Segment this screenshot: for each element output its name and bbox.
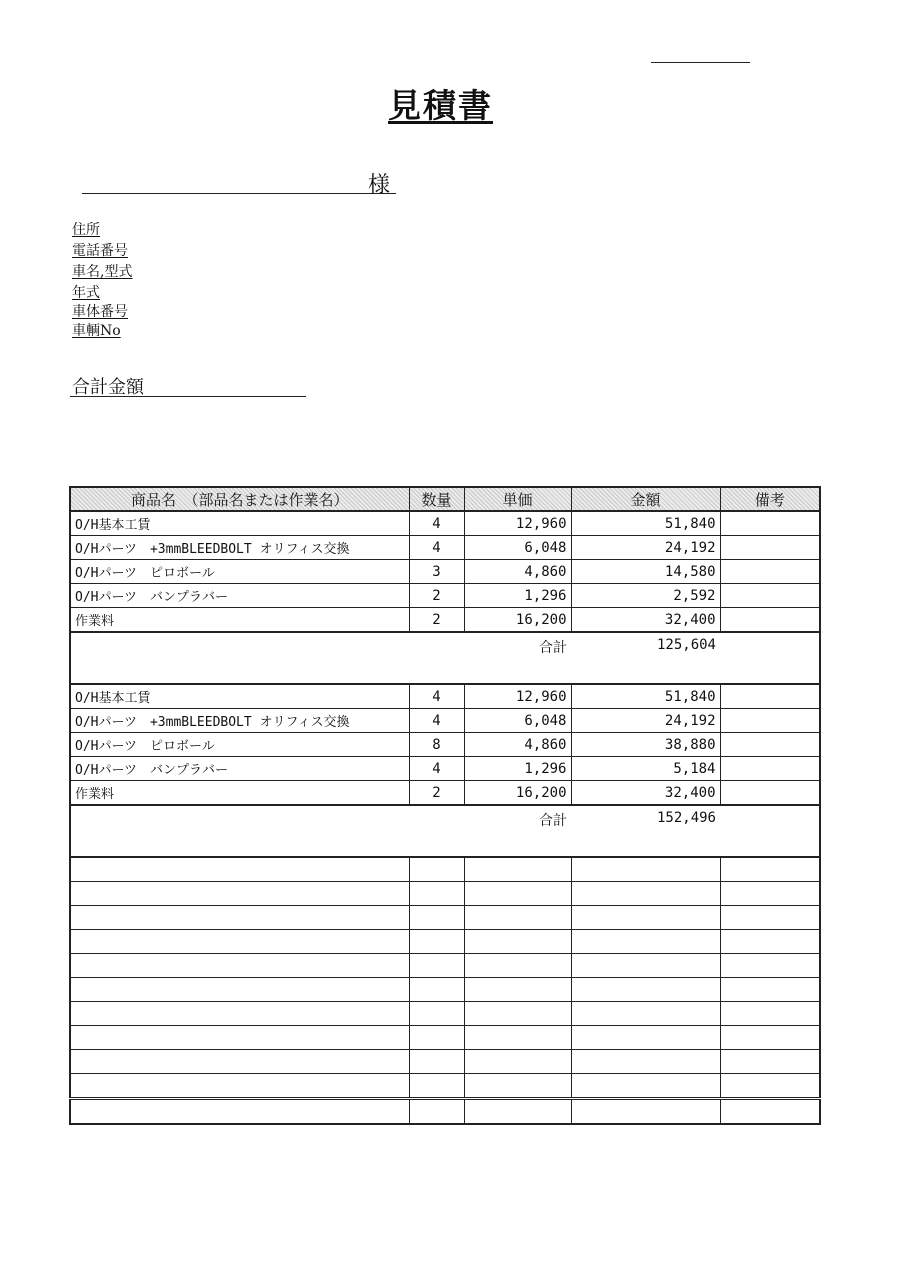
header-item-name: 商品名 （部品名または作業名） [70, 487, 409, 511]
quantity-cell: 4 [409, 709, 464, 733]
note-cell [720, 608, 820, 633]
subtotal-amount: 125,604 [571, 632, 720, 684]
amount-cell: 2,592 [571, 584, 720, 608]
blank-cell[interactable] [70, 1074, 409, 1099]
table-row [70, 709, 820, 733]
subtotal-spacer [409, 632, 464, 684]
unit-price-cell: 6,048 [464, 536, 571, 560]
blank-cell[interactable] [464, 906, 571, 930]
blank-cell[interactable] [409, 978, 464, 1002]
blank-cell[interactable] [409, 882, 464, 906]
phone-label: 電話番号 [72, 243, 128, 259]
blank-cell[interactable] [720, 1050, 820, 1074]
blank-cell[interactable] [409, 930, 464, 954]
blank-row [70, 930, 820, 954]
customer-suffix: 様 [368, 173, 391, 198]
address-label: 住所 [72, 222, 100, 238]
blank-cell[interactable] [409, 906, 464, 930]
blank-cell[interactable] [464, 1099, 571, 1125]
blank-cell[interactable] [720, 906, 820, 930]
table-header-row [70, 487, 820, 511]
quantity-cell: 2 [409, 584, 464, 608]
subtotal-spacer [720, 632, 820, 684]
blank-cell[interactable] [409, 1050, 464, 1074]
subtotal-row [70, 632, 820, 684]
blank-cell[interactable] [409, 1026, 464, 1050]
table-row [70, 684, 820, 709]
table-row [70, 608, 820, 633]
blank-cell[interactable] [571, 1026, 720, 1050]
blank-cell[interactable] [571, 978, 720, 1002]
subtotal-spacer [70, 805, 409, 857]
table-row [70, 757, 820, 781]
blank-cell[interactable] [464, 882, 571, 906]
blank-cell[interactable] [70, 882, 409, 906]
unit-price-cell: 12,960 [464, 511, 571, 536]
note-cell [720, 511, 820, 536]
subtotal-spacer [70, 632, 409, 684]
item-name-cell: O/Hパーツ ピロボール [70, 733, 409, 757]
quantity-cell: 4 [409, 536, 464, 560]
blank-cell[interactable] [720, 1074, 820, 1099]
blank-cell[interactable] [571, 857, 720, 882]
table-row [70, 560, 820, 584]
amount-cell: 5,184 [571, 757, 720, 781]
blank-row [70, 1099, 820, 1125]
quantity-cell: 2 [409, 608, 464, 633]
subtotal-label: 合計 [464, 632, 571, 684]
blank-cell[interactable] [464, 1050, 571, 1074]
amount-cell: 32,400 [571, 781, 720, 806]
table-row [70, 536, 820, 560]
blank-row [70, 1002, 820, 1026]
item-name-cell: O/Hパーツ バンプラバー [70, 584, 409, 608]
blank-cell[interactable] [720, 978, 820, 1002]
note-cell [720, 709, 820, 733]
header-amount: 金額 [571, 487, 720, 511]
table-row [70, 733, 820, 757]
customer-name-field[interactable] [82, 169, 396, 194]
unit-price-cell: 16,200 [464, 781, 571, 806]
item-name-cell: O/Hパーツ +3mmBLEEDBOLT オリフィス交換 [70, 709, 409, 733]
quantity-cell: 4 [409, 757, 464, 781]
item-name-cell: 作業料 [70, 781, 409, 806]
subtotal-amount: 152,496 [571, 805, 720, 857]
blank-cell[interactable] [70, 978, 409, 1002]
note-cell [720, 733, 820, 757]
unit-price-cell: 1,296 [464, 584, 571, 608]
blank-cell[interactable] [571, 930, 720, 954]
blank-cell[interactable] [571, 906, 720, 930]
unit-price-cell: 16,200 [464, 608, 571, 633]
blank-cell[interactable] [571, 1099, 720, 1125]
item-name-cell: O/Hパーツ +3mmBLEEDBOLT オリフィス交換 [70, 536, 409, 560]
blank-cell[interactable] [70, 954, 409, 978]
date-line[interactable] [651, 62, 750, 63]
blank-cell[interactable] [571, 954, 720, 978]
blank-cell[interactable] [720, 1099, 820, 1125]
header-quantity: 数量 [409, 487, 464, 511]
item-name-cell: O/Hパーツ ピロボール [70, 560, 409, 584]
quantity-cell: 4 [409, 684, 464, 709]
blank-cell[interactable] [409, 857, 464, 882]
blank-cell[interactable] [464, 857, 571, 882]
blank-cell[interactable] [464, 954, 571, 978]
blank-cell[interactable] [409, 954, 464, 978]
car-model-label: 車名,型式 [72, 264, 133, 280]
quantity-cell: 4 [409, 511, 464, 536]
vehicle-number-label: 車輌No [72, 323, 121, 339]
blank-row [70, 882, 820, 906]
blank-cell[interactable] [409, 1099, 464, 1125]
chassis-number-label: 車体番号 [72, 304, 128, 320]
blank-row [70, 906, 820, 930]
estimate-table [69, 486, 821, 1125]
blank-cell[interactable] [571, 1074, 720, 1099]
blank-row [70, 857, 820, 882]
note-cell [720, 584, 820, 608]
blank-cell[interactable] [720, 930, 820, 954]
total-amount-label: 合計金額 [72, 377, 144, 398]
estimate-table-body [70, 511, 820, 1124]
blank-cell[interactable] [571, 882, 720, 906]
table-row [70, 584, 820, 608]
unit-price-cell: 12,960 [464, 684, 571, 709]
unit-price-cell: 1,296 [464, 757, 571, 781]
blank-cell[interactable] [70, 1002, 409, 1026]
model-year-label: 年式 [72, 285, 100, 301]
amount-cell: 51,840 [571, 684, 720, 709]
blank-cell[interactable] [720, 857, 820, 882]
blank-cell[interactable] [720, 954, 820, 978]
amount-cell: 38,880 [571, 733, 720, 757]
header-notes: 備考 [720, 487, 820, 511]
unit-price-cell: 4,860 [464, 560, 571, 584]
amount-cell: 24,192 [571, 709, 720, 733]
note-cell [720, 757, 820, 781]
subtotal-spacer [720, 805, 820, 857]
amount-cell: 24,192 [571, 536, 720, 560]
table-row [70, 511, 820, 536]
quantity-cell: 3 [409, 560, 464, 584]
blank-cell[interactable] [464, 1002, 571, 1026]
blank-cell[interactable] [409, 1074, 464, 1099]
total-amount-field[interactable] [70, 396, 306, 397]
blank-cell[interactable] [464, 1026, 571, 1050]
blank-cell[interactable] [571, 1002, 720, 1026]
blank-cell[interactable] [409, 1002, 464, 1026]
blank-cell[interactable] [70, 906, 409, 930]
blank-cell[interactable] [70, 857, 409, 882]
blank-cell[interactable] [720, 882, 820, 906]
table-row [70, 781, 820, 806]
blank-cell[interactable] [464, 1074, 571, 1099]
blank-cell[interactable] [70, 1050, 409, 1074]
header-unit-price: 単価 [464, 487, 571, 511]
blank-row [70, 978, 820, 1002]
blank-cell[interactable] [70, 1099, 409, 1125]
blank-row [70, 1050, 820, 1074]
blank-row [70, 1026, 820, 1050]
blank-row [70, 1074, 820, 1099]
blank-cell[interactable] [70, 930, 409, 954]
note-cell [720, 684, 820, 709]
blank-cell[interactable] [720, 1026, 820, 1050]
item-name-cell: O/H基本工賃 [70, 684, 409, 709]
amount-cell: 14,580 [571, 560, 720, 584]
quantity-cell: 2 [409, 781, 464, 806]
item-name-cell: O/Hパーツ バンプラバー [70, 757, 409, 781]
subtotal-row [70, 805, 820, 857]
blank-cell[interactable] [70, 1026, 409, 1050]
blank-cell[interactable] [720, 1002, 820, 1026]
unit-price-cell: 4,860 [464, 733, 571, 757]
blank-row [70, 954, 820, 978]
note-cell [720, 560, 820, 584]
amount-cell: 32,400 [571, 608, 720, 633]
subtotal-spacer [409, 805, 464, 857]
blank-cell[interactable] [464, 930, 571, 954]
blank-cell[interactable] [571, 1050, 720, 1074]
amount-cell: 51,840 [571, 511, 720, 536]
blank-cell[interactable] [464, 978, 571, 1002]
item-name-cell: O/H基本工賃 [70, 511, 409, 536]
item-name-cell: 作業料 [70, 608, 409, 633]
subtotal-label: 合計 [464, 805, 571, 857]
note-cell [720, 781, 820, 806]
unit-price-cell: 6,048 [464, 709, 571, 733]
document-title: 見積書 [388, 86, 493, 125]
quantity-cell: 8 [409, 733, 464, 757]
note-cell [720, 536, 820, 560]
